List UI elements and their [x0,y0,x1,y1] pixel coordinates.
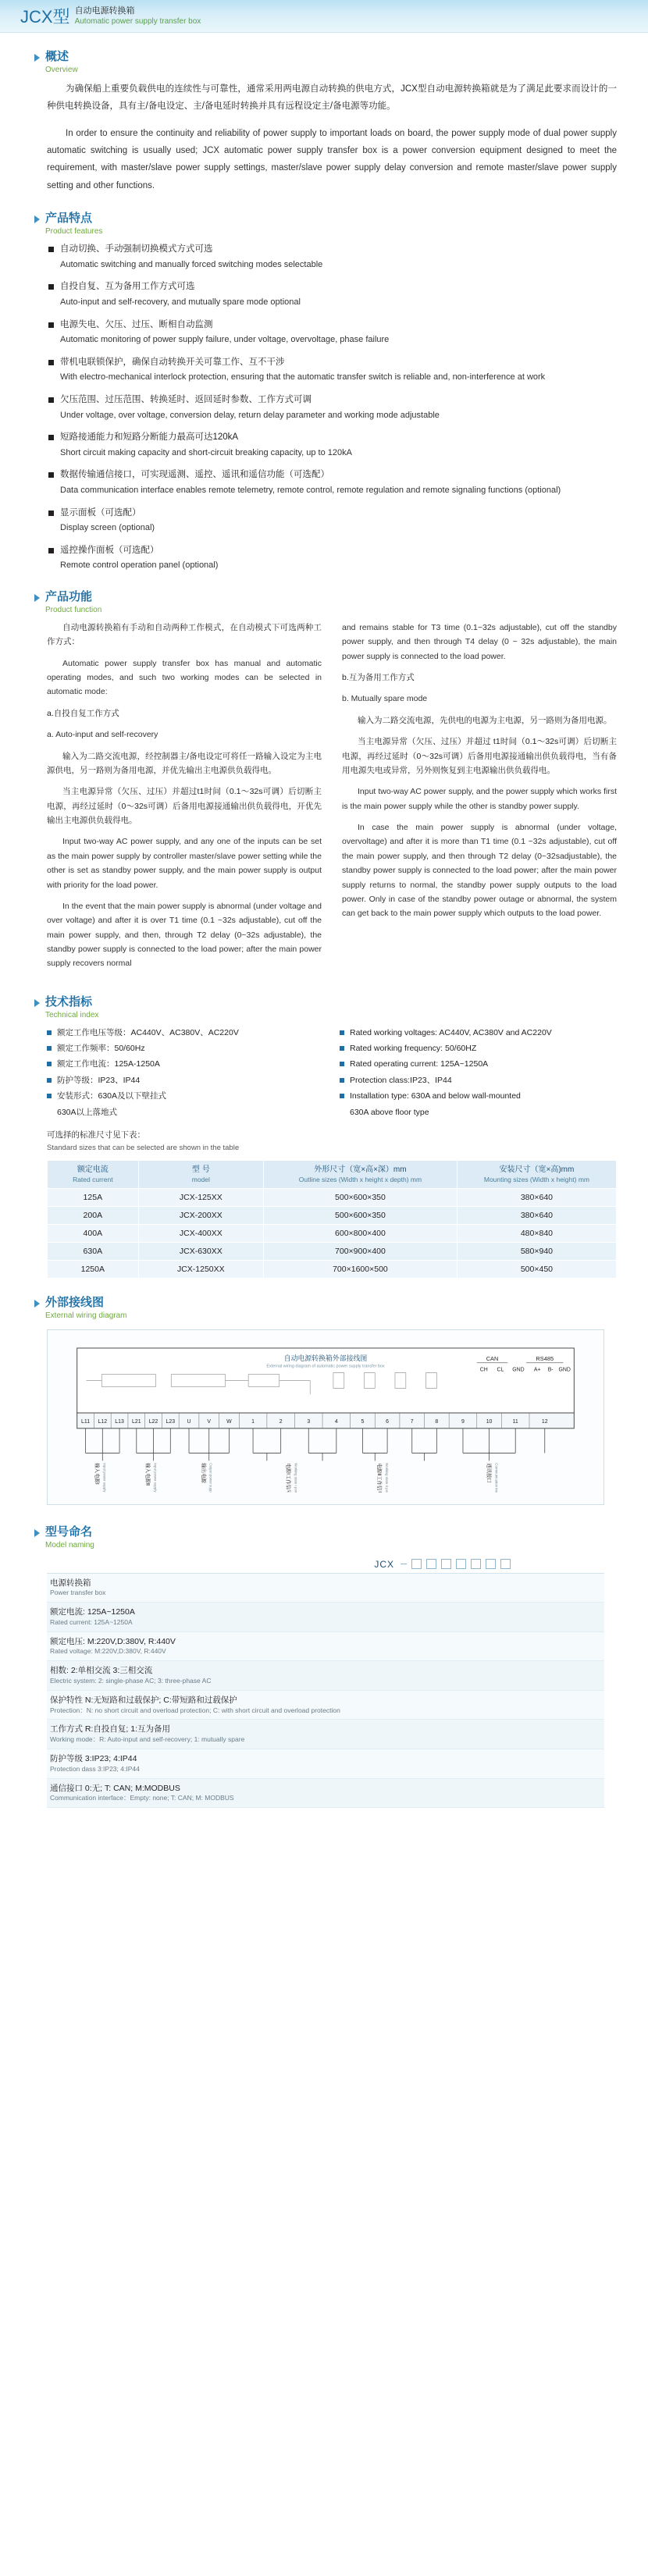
cell-mounting-size: 380×640 [457,1189,616,1207]
table-row [47,1749,604,1779]
cell-outline-size: 700×900×400 [264,1243,458,1261]
table-row [47,1603,604,1632]
terminal-L21: L21 [132,1418,141,1425]
model-legend-cn: 相数: 2:单相交流 3:三相交流 [50,1666,153,1676]
tech-label: 防护等级：IP23、IP44 [57,1075,141,1085]
feature-label-en: Auto-input and self-recovery, and mutually spare mode optional [60,297,301,307]
table-row [48,1225,617,1243]
list-item [47,1089,324,1104]
section-heading-wiring [34,1296,617,1322]
model-legend-en: Power transfer box [50,1589,106,1597]
cell-mounting-size: 380×640 [457,1207,616,1225]
wiring-bottom-label-en: Working state II power supply [385,1463,390,1493]
wiring-bottom-label-cn: 通讯接口 [486,1463,492,1483]
square-bullet-icon [47,1062,52,1066]
code-box [426,1559,436,1569]
wiring-bottom-label-en: Output power supply [208,1463,213,1493]
technical-heading-cn: 技术指标 [45,994,93,1009]
table-row [47,1779,604,1809]
square-bullet-icon [48,548,54,553]
wiring-bottom-label-cn: 电源Ⅱ工作信号 [376,1463,383,1493]
function-column-right [342,621,617,978]
can-pin-gnd: GND [512,1367,525,1373]
cell-mounting-size: 580×940 [457,1243,616,1261]
model-legend-cn: 工作方式 R:自投自复; 1:互为备用 [50,1724,171,1735]
square-bullet-icon [340,1062,344,1066]
feature-label-cn: 自投自复、互为备用工作方式可选 [60,282,195,292]
list-item [48,393,617,422]
function-text: In case the main power supply is abnormal (under voltage, overvoltage) and after it is more than T1 time (0.1 ~32s adjustable), cut off the main power supply, and then through T2 delay (0~32sadjustable), the standby power supply is connected to the load power; after the main power supply returns to normal, the standby power supply outputs to the load power. Only in case of the standby power outage or abnormal, the system can get back to the main power supply which outputs to the load power. [342,823,617,919]
tech-label: 额定工作电压等级：AC440V、AC380V、AC220V [57,1027,239,1037]
function-text: 输入为二路交流电源，经控制器主/备电设定可将任一路输入设定为主电源供电，另一路则为备用电源，并优先输出主电源供负载得电。 [47,751,322,775]
technical-column-cn [47,1026,324,1122]
function-text: b. Mutually spare mode [342,694,428,704]
function-text: 当主电源异常（欠压、过压）并超过t1时间（0.1～32s可调）后切断主电源，再经过延时（0～32s可调）后备用电源接通输出供负载得电，开优先输出主电源供负载得电。 [47,787,322,826]
square-bullet-icon [48,247,54,252]
table-caption-en: Standard sizes that can be selected are shown in the table [47,1143,240,1152]
triangle-bullet-icon [34,1300,40,1308]
feature-label-en: With electro-mechanical interlock protection, ensuring that the automatic transfer switch is reliable and, non-interference at work [60,372,546,382]
model-code: JCX [374,1558,394,1570]
tech-label: Rated working voltages: AC440V, AC380V and AC220V [350,1027,552,1037]
tech-label: 额定工作频率：50/60Hz [57,1043,145,1053]
model-legend-en: Rated voltage: M:220V,D:380V, R:440V [50,1647,166,1656]
model-legend-cn: 通信接口 0:无; T: CAN; M:MODBUS [50,1783,180,1793]
section-technical-index [0,995,648,1279]
triangle-bullet-icon [34,594,40,602]
terminal-3: 3 [307,1418,311,1425]
code-box [500,1559,511,1569]
table-row [48,1189,617,1207]
tech-label: Rated operating current: 125A~1250A [350,1059,489,1069]
function-text: 输入为二路交流电源，先供电的电源为主电源，另一路则为备用电源。 [358,715,612,725]
col-header-en: model [191,1175,210,1183]
overview-paragraph-en: In order to ensure the continuity and reliability of power supply to important loads on board, the power supply mode of dual power supply automatic switching is usually used; JCX automatic power supply transfer box is a power conversion equipment designed to meet the requirement, with master/slave power supply settings, master/slave power supply delay conversion and remote master/slave power supply setting and other functions. [47,128,617,190]
feature-label-cn: 遥控操作面板（可选配） [60,545,159,555]
table-header-row [48,1161,617,1189]
wiring-bottom-label-en: Communication interface [494,1463,499,1493]
feature-label-en: Display screen (optional) [60,523,155,533]
list-item [47,1026,324,1041]
rs485-pin-a: A+ [533,1367,541,1373]
code-box [441,1559,451,1569]
spacer-icon [47,1110,52,1115]
list-item [340,1041,617,1056]
square-bullet-icon [47,1078,52,1083]
cell-rated-current: 125A [48,1189,139,1207]
code-box [486,1559,496,1569]
function-text: Input two-way AC power supply, and any one of the inputs can be set as the main power supply by controller master/slave power setting while the other is set as standby power supply, and the main power supply is output with priority for the load power. [47,837,322,890]
terminal-12: 12 [541,1418,548,1425]
feature-label-cn: 短路接通能力和短路分断能力最高可达120kA [60,432,239,443]
function-text: In the event that the main power supply is abnormal (under voltage and over voltage) and after it is over T1 time (0.1 ~32s adjustable), cut off the main power supply, and then, through T2 delay (0~32s adjustable), the standby power supply is connected to the load power; after the main power supply recovers normal [47,901,322,969]
function-text: and remains stable for T3 time (0.1~32s adjustable), cut off the standby power supply, and then through T4 delay (0 ~ 32s adjustable), the main power supply is connected to the load power. [342,622,617,661]
list-item [48,242,617,272]
function-text: a.自投自复工作方式 [47,708,119,718]
page-title: JCX型 [20,7,70,27]
square-bullet-icon [47,1046,52,1051]
list-item [47,1057,324,1072]
cell-outline-size: 600×800×400 [264,1225,458,1243]
overview-heading-cn: 概述 [45,50,69,63]
section-wiring [0,1296,648,1505]
spec-table [47,1160,617,1279]
section-overview [0,50,648,194]
model-legend-en: Communication interface：Empty: none; T: CAN; M: MODBUS [50,1794,234,1802]
list-item [48,506,617,535]
column-header-model [138,1161,263,1189]
terminal-L13: L13 [115,1418,124,1425]
terminal-V: V [207,1418,212,1425]
code-box [411,1559,422,1569]
wiring-title-cn: 自动电源转换箱外部接线图 [283,1354,368,1362]
list-item [340,1057,617,1072]
wiring-heading-en: External wiring diagram [45,1311,127,1320]
feature-label-en: Automatic monitoring of power supply failure, under voltage, overvoltage, phase failure [60,335,390,345]
feature-label-en: Under voltage, over voltage, conversion delay, return delay parameter and working mode adjustable [60,410,440,420]
terminal-W: W [226,1418,232,1425]
rs485-label: RS485 [536,1354,554,1362]
square-bullet-icon [340,1030,344,1035]
col-header-en: Rated current [73,1175,113,1183]
wiring-bottom-label-en: Input power supply II [153,1463,158,1493]
cell-model: JCX-1250XX [138,1261,263,1279]
list-item [48,430,617,460]
feature-label-en: Short circuit making capacity and short-circuit breaking capacity, up to 120kA [60,447,352,457]
square-bullet-icon [340,1094,344,1098]
section-heading-function [34,590,617,616]
cell-mounting-size: 500×450 [457,1261,616,1279]
terminal-10: 10 [486,1418,493,1425]
triangle-bullet-icon [34,999,40,1007]
terminal-4: 4 [334,1418,338,1425]
col-header-cn: 型 号 [191,1165,210,1175]
can-label: CAN [486,1354,499,1362]
square-bullet-icon [48,322,54,328]
square-bullet-icon [48,472,54,478]
list-item [48,279,617,309]
list-item [340,1073,617,1088]
square-bullet-icon [340,1078,344,1083]
cell-rated-current: 1250A [48,1261,139,1279]
column-header-rated-current [48,1161,139,1189]
list-item [48,468,617,497]
function-text: a. Auto-input and self-recovery [47,730,158,740]
terminal-1: 1 [251,1418,255,1425]
model-legend-en: Rated current: 125A~1250A [50,1617,133,1626]
page-header [0,0,648,33]
function-text: b.互为备用工作方式 [342,673,415,683]
features-heading-en: Product features [45,227,103,237]
function-heading-cn: 产品功能 [45,590,93,604]
square-bullet-icon [48,435,54,440]
list-item [340,1105,617,1120]
table-row [47,1720,604,1749]
cell-rated-current: 630A [48,1243,139,1261]
model-legend-cn: 防护等级 3:IP23; 4:IP44 [50,1753,137,1763]
list-item [47,1041,324,1056]
tech-label: 额定工作电流：125A-1250A [57,1059,160,1069]
feature-list [34,242,617,573]
square-bullet-icon [48,511,54,516]
list-item [48,318,617,347]
rs485-pin-gnd: GND [558,1367,571,1373]
code-box [471,1559,481,1569]
feature-label-cn: 电源失电、欠压、过压、断相自动监测 [60,319,213,329]
technical-column-en [340,1026,617,1122]
model-code-boxes [401,1559,511,1569]
model-code-row [47,1559,604,1570]
feature-label-en: Automatic switching and manually forced switching modes selectable [60,259,323,269]
model-heading-en: Model naming [45,1540,94,1550]
can-pin-cl: CL [497,1367,504,1373]
function-text: 当主电源异常（欠压、过压）并超过 t1时间（0.1～32s可调）后切断主电源，再经过延时（0～32s可调）后备用电源接通输出供负载得电，当有备用电源失电或异常，另外则恢复到主电源输出供负载得电。 [342,737,617,775]
cell-model: JCX-200XX [138,1207,263,1225]
column-header-outline-size [264,1161,458,1189]
square-bullet-icon [48,284,54,290]
cell-model: JCX-630XX [138,1243,263,1261]
cell-outline-size: 700×1600×500 [264,1261,458,1279]
feature-label-cn: 欠压范围、过压范围、转换延时、返回延时参数、工作方式可调 [60,394,312,404]
spacer-icon [340,1110,344,1115]
model-legend-en: Protection dass 3:IP23; 4:IP44 [50,1764,140,1773]
col-header-cn: 外形尺寸（宽×高×深）mm [314,1165,407,1175]
terminal-L23: L23 [166,1418,176,1425]
wiring-title-en: External wiring diagram of automatic power supply transfer box [266,1364,385,1369]
cell-model: JCX-400XX [138,1225,263,1243]
table-caption-cn: 可选择的标准尺寸见下表： [47,1130,145,1140]
table-row [48,1243,617,1261]
wiring-bottom-label-cn: 输出电源 [200,1463,206,1483]
feature-label-en: Data communication interface enables remote telemetry, remote control, remote regulation and remote signaling functions (optional) [60,485,561,495]
feature-label-cn: 数据传输通信接口，可实现遥测、遥控、遥讯和遥信功能（可选配） [60,470,329,480]
model-naming-block [47,1559,604,1809]
square-bullet-icon [48,360,54,365]
tech-label: 安装形式：630A及以下壁挂式 [57,1091,167,1101]
section-heading-features [34,212,617,237]
table-caption [34,1129,617,1154]
cell-model: JCX-125XX [138,1189,263,1207]
table-row [47,1574,604,1603]
feature-label-cn: 显示面板（可选配） [60,507,141,518]
function-column-left [47,621,322,978]
terminal-L11: L11 [81,1418,91,1425]
technical-heading-en: Technical index [45,1010,99,1019]
wiring-diagram-svg [55,1336,596,1493]
terminal-5: 5 [361,1418,365,1425]
col-header-en: Outline sizes (Width x height x depth) mm [298,1175,422,1183]
terminal-6: 6 [386,1418,390,1425]
function-text: Input two-way AC power supply, and the power supply which works first is the main power supply while the other is standby power supply. [342,787,617,811]
section-function [0,590,648,978]
table-row [48,1261,617,1279]
terminal-L22: L22 [148,1418,158,1425]
col-header-cn: 安装尺寸（宽×高)mm [499,1165,575,1175]
technical-columns [34,1026,617,1122]
col-header-en: Mounting sizes (Width x height) mm [483,1175,589,1183]
model-legend-cn: 电源转换箱 [50,1578,91,1588]
square-bullet-icon [47,1094,52,1098]
tech-label: 630A above floor type [350,1107,429,1117]
list-item [48,355,617,385]
model-legend-en: Electric system: 2: single-phase AC; 3: three-phase AC [50,1676,212,1685]
column-header-mounting-size [457,1161,616,1189]
col-header-cn: 额定电流 [77,1165,109,1175]
can-pin-ch: CH [479,1367,488,1373]
cell-outline-size: 500×600×350 [264,1189,458,1207]
function-columns [34,621,617,978]
model-legend-rows [47,1573,604,1809]
terminal-8: 8 [435,1418,439,1425]
code-box [456,1559,466,1569]
tech-label: 630A以上落地式 [57,1107,118,1117]
wiring-diagram [47,1329,604,1505]
page-subtitle-cn: 自动电源转换箱 [74,6,135,16]
model-legend-cn: 保护特性 N:无短路和过载保护; C:带短路和过载保护 [50,1695,237,1705]
model-legend-cn: 额定电流: 125A~1250A [50,1607,135,1617]
cell-rated-current: 200A [48,1207,139,1225]
cell-rated-current: 400A [48,1225,139,1243]
wiring-bottom-label-cn: 输入电源Ⅱ [144,1463,151,1485]
table-row [47,1661,604,1691]
section-heading-model [34,1525,617,1551]
model-heading-cn: 型号命名 [45,1525,93,1539]
wiring-bottom-label-en: Input power supply I [102,1463,107,1493]
function-text: 自动电源转换箱有手动和自动两种工作模式，在自动模式下可选两种工作方式： [47,622,322,647]
triangle-bullet-icon [34,1529,40,1537]
square-bullet-icon [47,1030,52,1035]
section-heading-overview [34,50,617,76]
tech-label: Protection class:IP23、IP44 [350,1075,452,1085]
overview-heading-en: Overview [45,65,78,74]
model-legend-en: Working mode：R: Auto-input and self-recovery; 1: mutually spare [50,1735,245,1744]
terminal-L12: L12 [98,1418,108,1425]
table-row [47,1632,604,1662]
triangle-bullet-icon [34,54,40,62]
model-legend-cn: 额定电压: M:220V,D:380V, R:440V [50,1636,176,1646]
square-bullet-icon [340,1046,344,1051]
rs485-pin-b: B- [547,1367,554,1373]
table-row [47,1691,604,1720]
section-features [0,212,648,573]
section-model-naming [0,1525,648,1831]
list-item [47,1073,324,1088]
page-subtitle-en: Automatic power supply transfer box [74,17,201,27]
page-subtitle [75,5,201,27]
tech-label: Installation type: 630A and below wall-mounted [350,1091,521,1101]
wiring-bottom-label-cn: 电源Ⅰ工作信号 [285,1463,291,1493]
function-text: Automatic power supply transfer box has manual and automatic operating modes, and such two working modes can be selected in automatic mode: [47,658,322,697]
cell-outline-size: 500×600×350 [264,1207,458,1225]
terminal-U: U [187,1418,191,1425]
triangle-bullet-icon [34,215,40,223]
feature-label-cn: 自动切换、手动强制切换模式方式可选 [60,244,213,254]
list-item [340,1026,617,1041]
table-row [48,1207,617,1225]
terminal-2: 2 [279,1418,283,1425]
wiring-bottom-label-cn: 输入电源Ⅰ [94,1463,100,1485]
features-heading-cn: 产品特点 [45,212,93,226]
square-bullet-icon [48,397,54,403]
list-item [47,1105,324,1120]
terminal-11: 11 [512,1418,518,1425]
wiring-heading-cn: 外部接线图 [45,1296,105,1309]
tech-label: Rated working frequency: 50/60HZ [350,1043,477,1053]
terminal-7: 7 [410,1418,414,1425]
feature-label-en: Remote control operation panel (optional) [60,560,219,571]
terminal-9: 9 [461,1418,465,1425]
function-heading-en: Product function [45,605,102,614]
list-item [340,1089,617,1104]
section-heading-technical [34,995,617,1021]
cell-mounting-size: 480×840 [457,1225,616,1243]
list-item [48,543,617,573]
model-legend-en: Protection：N: no short circuit and overload protection; C: with short circuit and overload protection [50,1706,340,1714]
feature-label-cn: 带机电联锁保护，确保自动转换开关可靠工作、互不干涉 [60,357,285,367]
wiring-bottom-label-en: Working state I power supply [294,1463,298,1493]
overview-paragraph-cn: 为确保船上重要负载供电的连续性与可靠性，通常采用两电源自动转换的供电方式，JCX型自动电源转换箱就是为了满足此要求而设计的一种供电转换设备，具有主/备电设定、主/备电延时转换并具有远程设定主/备电源等功能。 [47,84,617,112]
